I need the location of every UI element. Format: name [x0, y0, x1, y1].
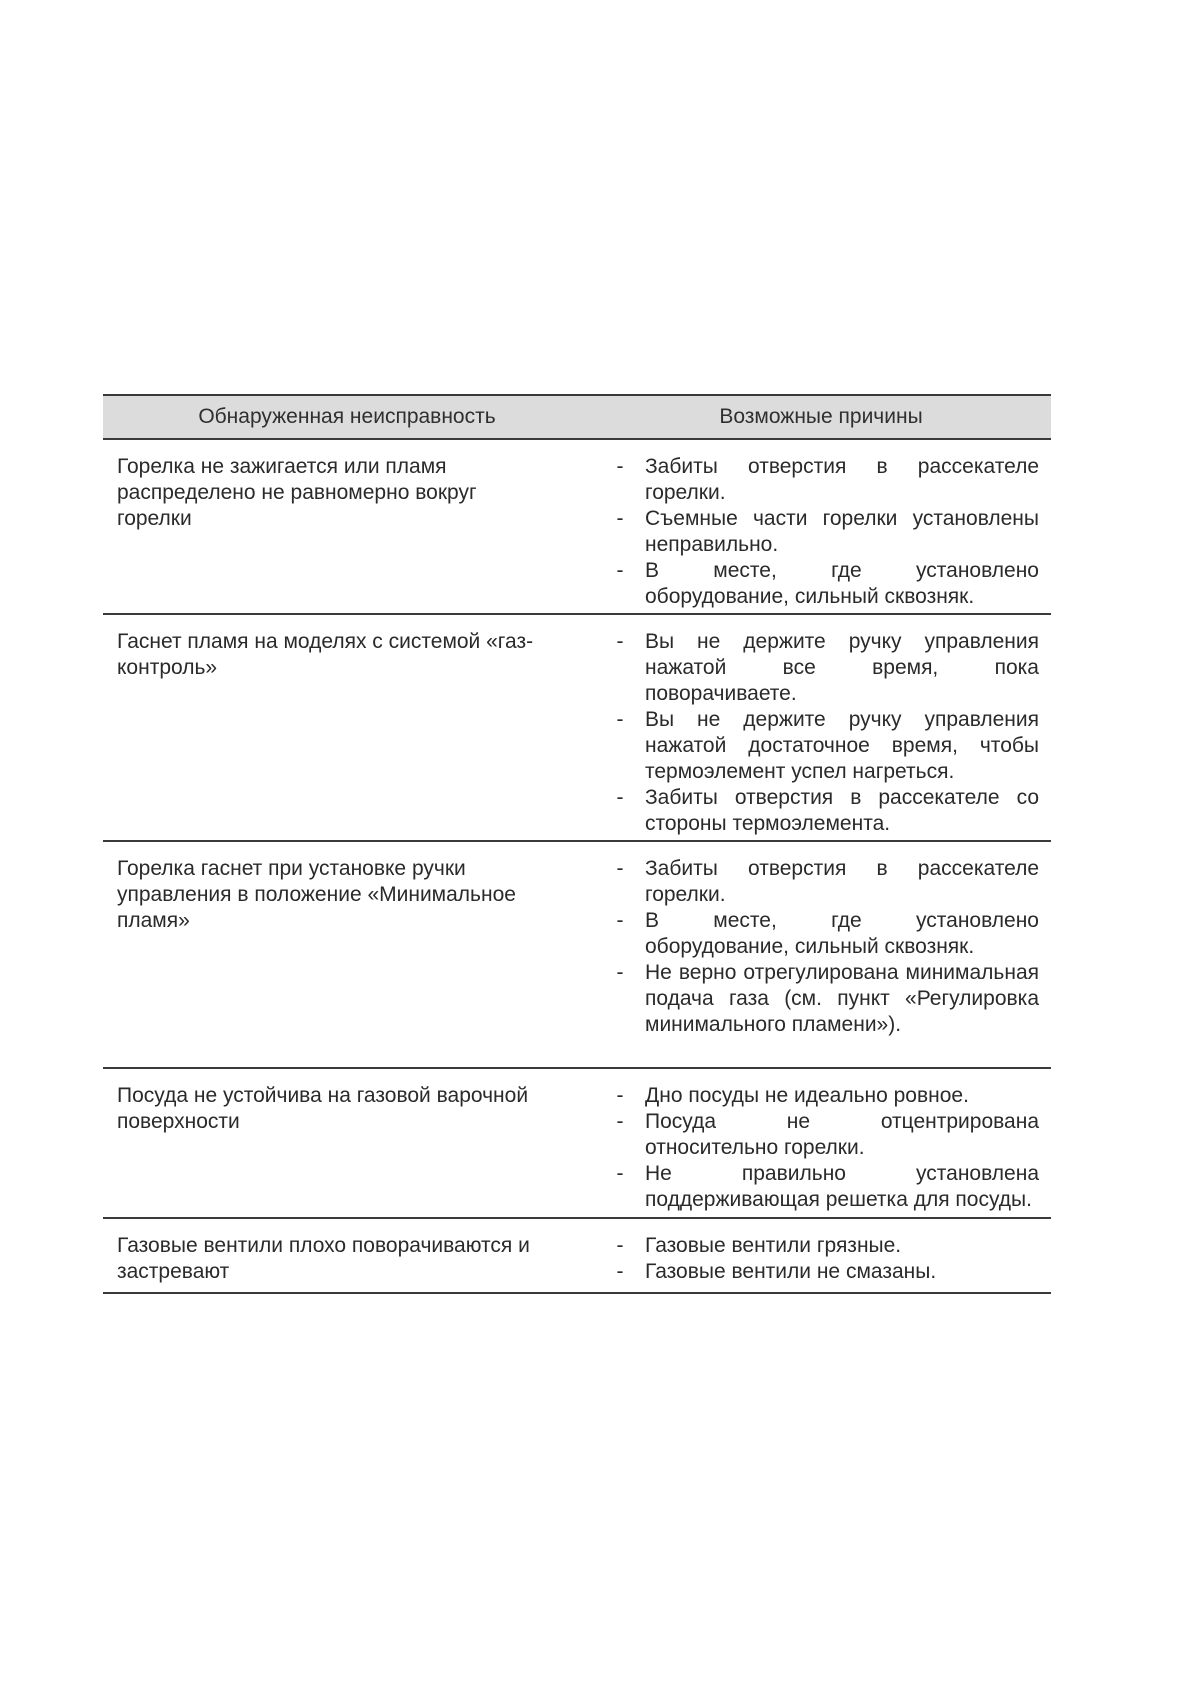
dash-bullet: - — [616, 1260, 624, 1283]
table-row — [103, 842, 1051, 1069]
cause-item — [591, 1259, 1039, 1285]
fault-text: Гаснет пламя на моделях с системой «газ-контроль» — [117, 630, 534, 679]
cause-item — [591, 960, 1039, 1038]
cause-text: Не верно отрегулирована минимальная подача газа (см. пункт «Регулировка минимального пламени»). — [645, 961, 1039, 1036]
causes-cell — [591, 1219, 1051, 1292]
header-causes: Возможные причины — [719, 405, 923, 428]
cause-text: Вы не держите ручку управления нажатой все время, пока поворачиваете. — [645, 630, 1039, 705]
causes-list — [591, 629, 1039, 837]
dash-bullet: - — [616, 708, 624, 731]
dash-bullet: - — [616, 630, 624, 653]
cause-text: Дно посуды не идеально ровное. — [645, 1084, 969, 1107]
cause-item — [591, 908, 1039, 960]
cause-item — [591, 558, 1039, 610]
fault-cell — [103, 615, 591, 840]
cause-item — [591, 1109, 1039, 1161]
cause-text: Вы не держите ручку управления нажатой достаточное время, чтобы термоэлемент успел нагреться. — [645, 708, 1039, 783]
causes-list — [591, 1083, 1039, 1213]
dash-bullet: - — [616, 507, 624, 530]
dash-bullet: - — [616, 1234, 624, 1257]
causes-list — [591, 1233, 1039, 1285]
cause-text: Не правильно установлена поддерживающая решетка для посуды. — [645, 1162, 1039, 1211]
fault-text: Горелка не зажигается или пламя распределено не равномерно вокруг горелки — [117, 455, 477, 530]
table-row — [103, 1069, 1051, 1219]
dash-bullet: - — [616, 455, 624, 478]
causes-list — [591, 856, 1039, 1038]
causes-cell — [591, 842, 1051, 1067]
causes-cell — [591, 615, 1051, 840]
dash-bullet: - — [616, 1110, 624, 1133]
dash-bullet: - — [616, 1162, 624, 1185]
cause-text: В месте, где установлено оборудование, сильный сквозняк. — [645, 559, 1039, 608]
dash-bullet: - — [616, 909, 624, 932]
dash-bullet: - — [616, 559, 624, 582]
cause-item — [591, 506, 1039, 558]
fault-text: Газовые вентили плохо поворачиваются и застревают — [117, 1234, 530, 1283]
cause-item — [591, 1233, 1039, 1259]
fault-text: Горелка гаснет при установке ручки управления в положение «Минимальное пламя» — [117, 857, 516, 932]
fault-cell — [103, 440, 591, 613]
dash-bullet: - — [616, 786, 624, 809]
fault-cell — [103, 1219, 591, 1292]
cause-text: Газовые вентили грязные. — [645, 1234, 902, 1257]
fault-text: Посуда не устойчива на газовой варочной поверхности — [117, 1084, 529, 1133]
fault-cell — [103, 842, 591, 1067]
dash-bullet: - — [616, 961, 624, 984]
cause-text: В месте, где установлено оборудование, сильный сквозняк. — [645, 909, 1039, 958]
dash-bullet: - — [616, 857, 624, 880]
causes-cell — [591, 1069, 1051, 1217]
cause-item — [591, 856, 1039, 908]
cause-text: Забиты отверстия в рассекателе со стороны термоэлемента. — [645, 786, 1039, 835]
cause-item — [591, 1083, 1039, 1109]
header-fault: Обнаруженная неисправность — [198, 405, 496, 428]
cause-text: Забиты отверстия в рассекателе горелки. — [645, 455, 1039, 504]
cause-text: Газовые вентили не смазаны. — [645, 1260, 937, 1283]
troubleshooting-table — [103, 394, 1051, 1294]
cause-item — [591, 785, 1039, 837]
fault-cell — [103, 1069, 591, 1217]
dash-bullet: - — [616, 1084, 624, 1107]
cause-item — [591, 1161, 1039, 1213]
cause-item — [591, 454, 1039, 506]
table-row — [103, 440, 1051, 615]
table-row — [103, 615, 1051, 842]
cause-text: Посуда не отцентрирована относительно горелки. — [645, 1110, 1039, 1159]
causes-list — [591, 454, 1039, 610]
cause-item — [591, 629, 1039, 707]
table-row — [103, 1219, 1051, 1294]
cause-text: Забиты отверстия в рассекателе горелки. — [645, 857, 1039, 906]
causes-cell — [591, 440, 1051, 613]
cause-text: Съемные части горелки установлены неправильно. — [645, 507, 1039, 556]
cause-item — [591, 707, 1039, 785]
table-header — [103, 394, 1051, 440]
